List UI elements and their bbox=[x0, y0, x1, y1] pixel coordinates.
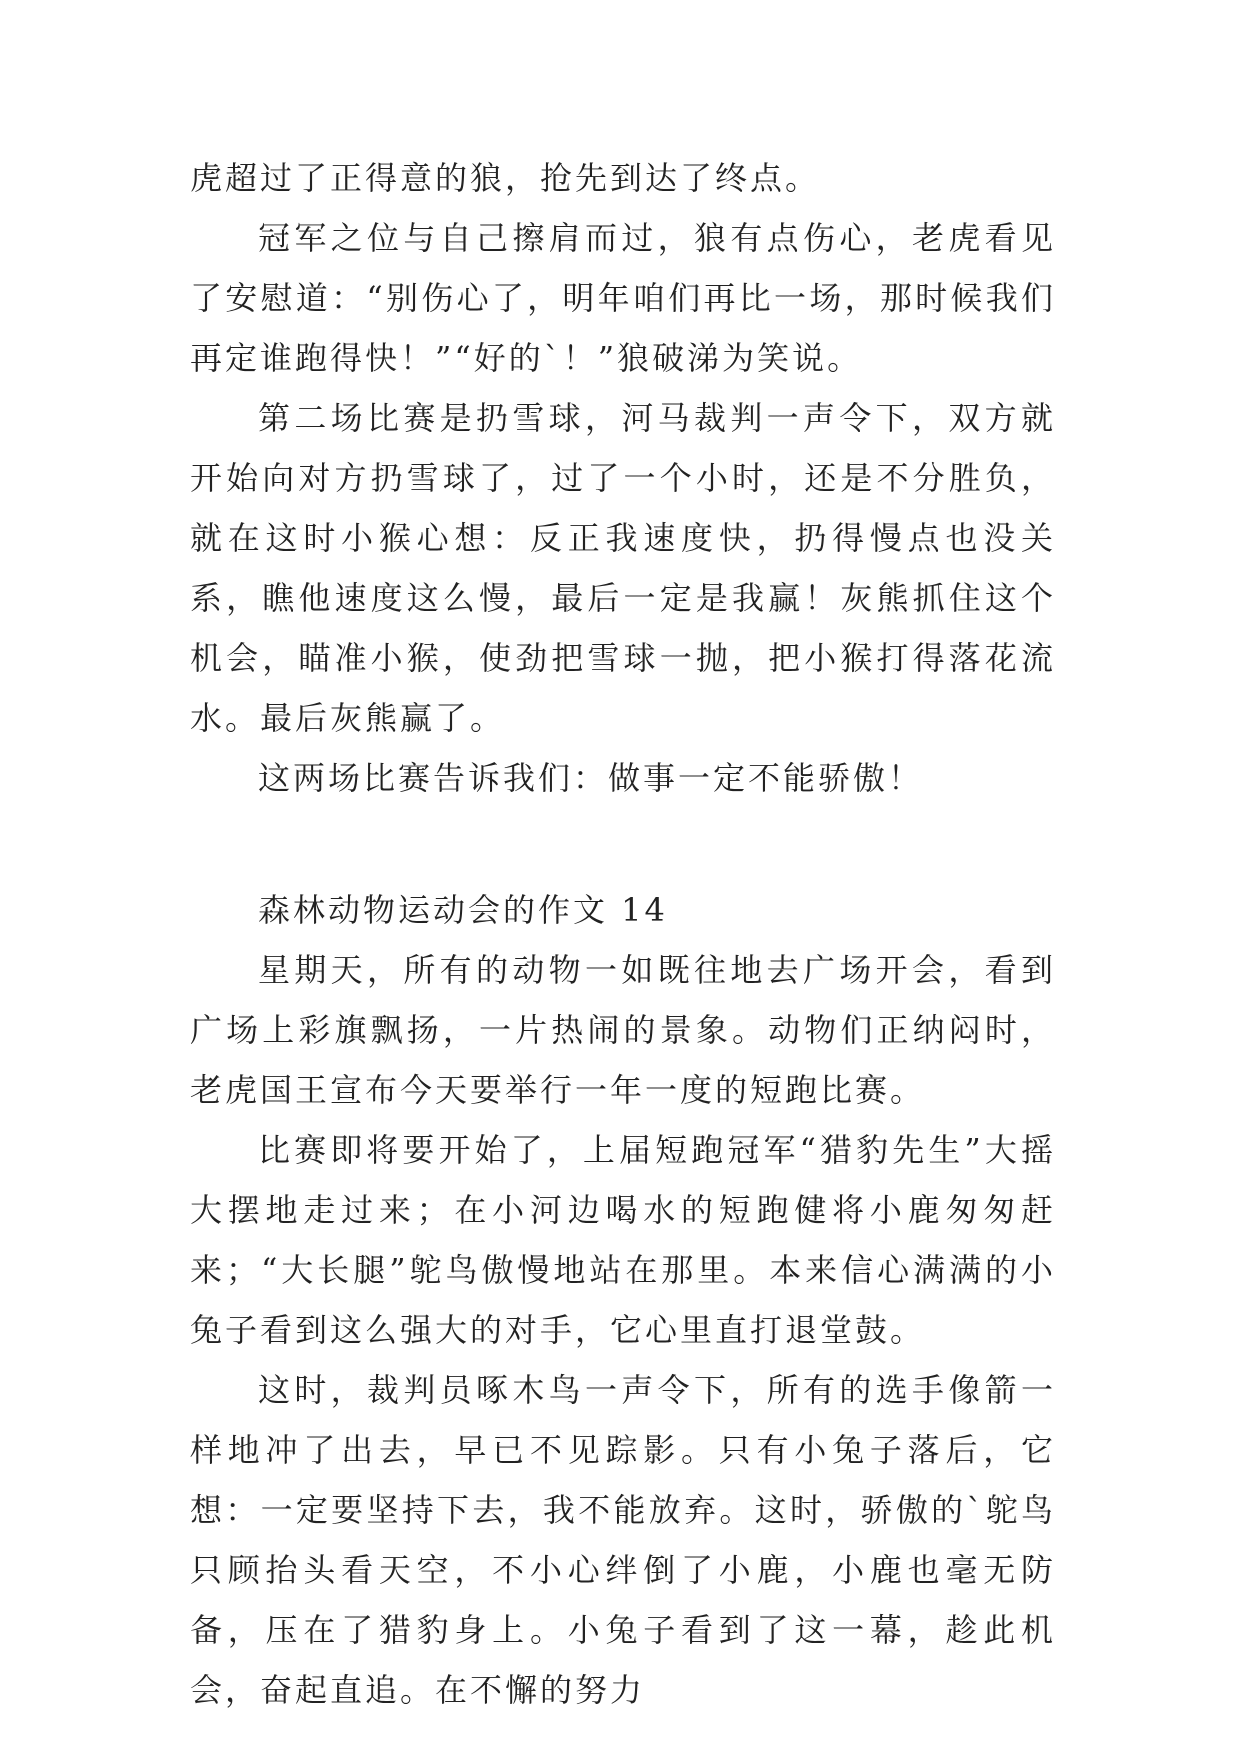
document-page bbox=[190, 148, 1056, 1720]
paragraph: 第二场比赛是扔雪球，河马裁判一声令下，双方就开始向对方扔雪球了，过了一个小时，还是不分胜负，就在这时小猴心想：反正我速度快，扔得慢点也没关系，瞧他速度这么慢，最后一定是我赢！灰熊抓住这个机会，瞄准小猴，使劲把雪球一抛，把小猴打得落花流水。最后灰熊赢了。 bbox=[190, 399, 1056, 737]
section-heading: 森林动物运动会的作文 14 bbox=[258, 891, 668, 929]
paragraph: 星期天，所有的动物一如既往地去广场开会，看到广场上彩旗飘扬，一片热闹的景象。动物们正纳闷时，老虎国王宣布今天要举行一年一度的短跑比赛。 bbox=[190, 951, 1056, 1109]
paragraph: 这两场比赛告诉我们：做事一定不能骄傲！ bbox=[258, 759, 924, 797]
paragraph: 虎超过了正得意的狼，抢先到达了终点。 bbox=[190, 159, 821, 197]
section-gap bbox=[190, 808, 1056, 880]
paragraph: 比赛即将要开始了，上届短跑冠军“猎豹先生”大摇大摆地走过来；在小河边喝水的短跑健将小鹿匆匆赶来；“大长腿”鸵鸟傲慢地站在那里。本来信心满满的小兔子看到这么强大的对手，它心里直打退堂鼓。 bbox=[190, 1131, 1056, 1349]
paragraph: 这时，裁判员啄木鸟一声令下，所有的选手像箭一样地冲了出去，早已不见踪影。只有小兔子落后，它想：一定要坚持下去，我不能放弃。这时，骄傲的`鸵鸟只顾抬头看天空，不小心绊倒了小鹿，小鹿也毫无防备，压在了猎豹身上。小兔子看到了这一幕，趁此机会，奋起直追。在不懈的努力 bbox=[190, 1371, 1056, 1709]
paragraph: 冠军之位与自己擦肩而过，狼有点伤心，老虎看见了安慰道：“别伤心了，明年咱们再比一场，那时候我们再定谁跑得快！”“好的`！”狼破涕为笑说。 bbox=[190, 219, 1056, 377]
